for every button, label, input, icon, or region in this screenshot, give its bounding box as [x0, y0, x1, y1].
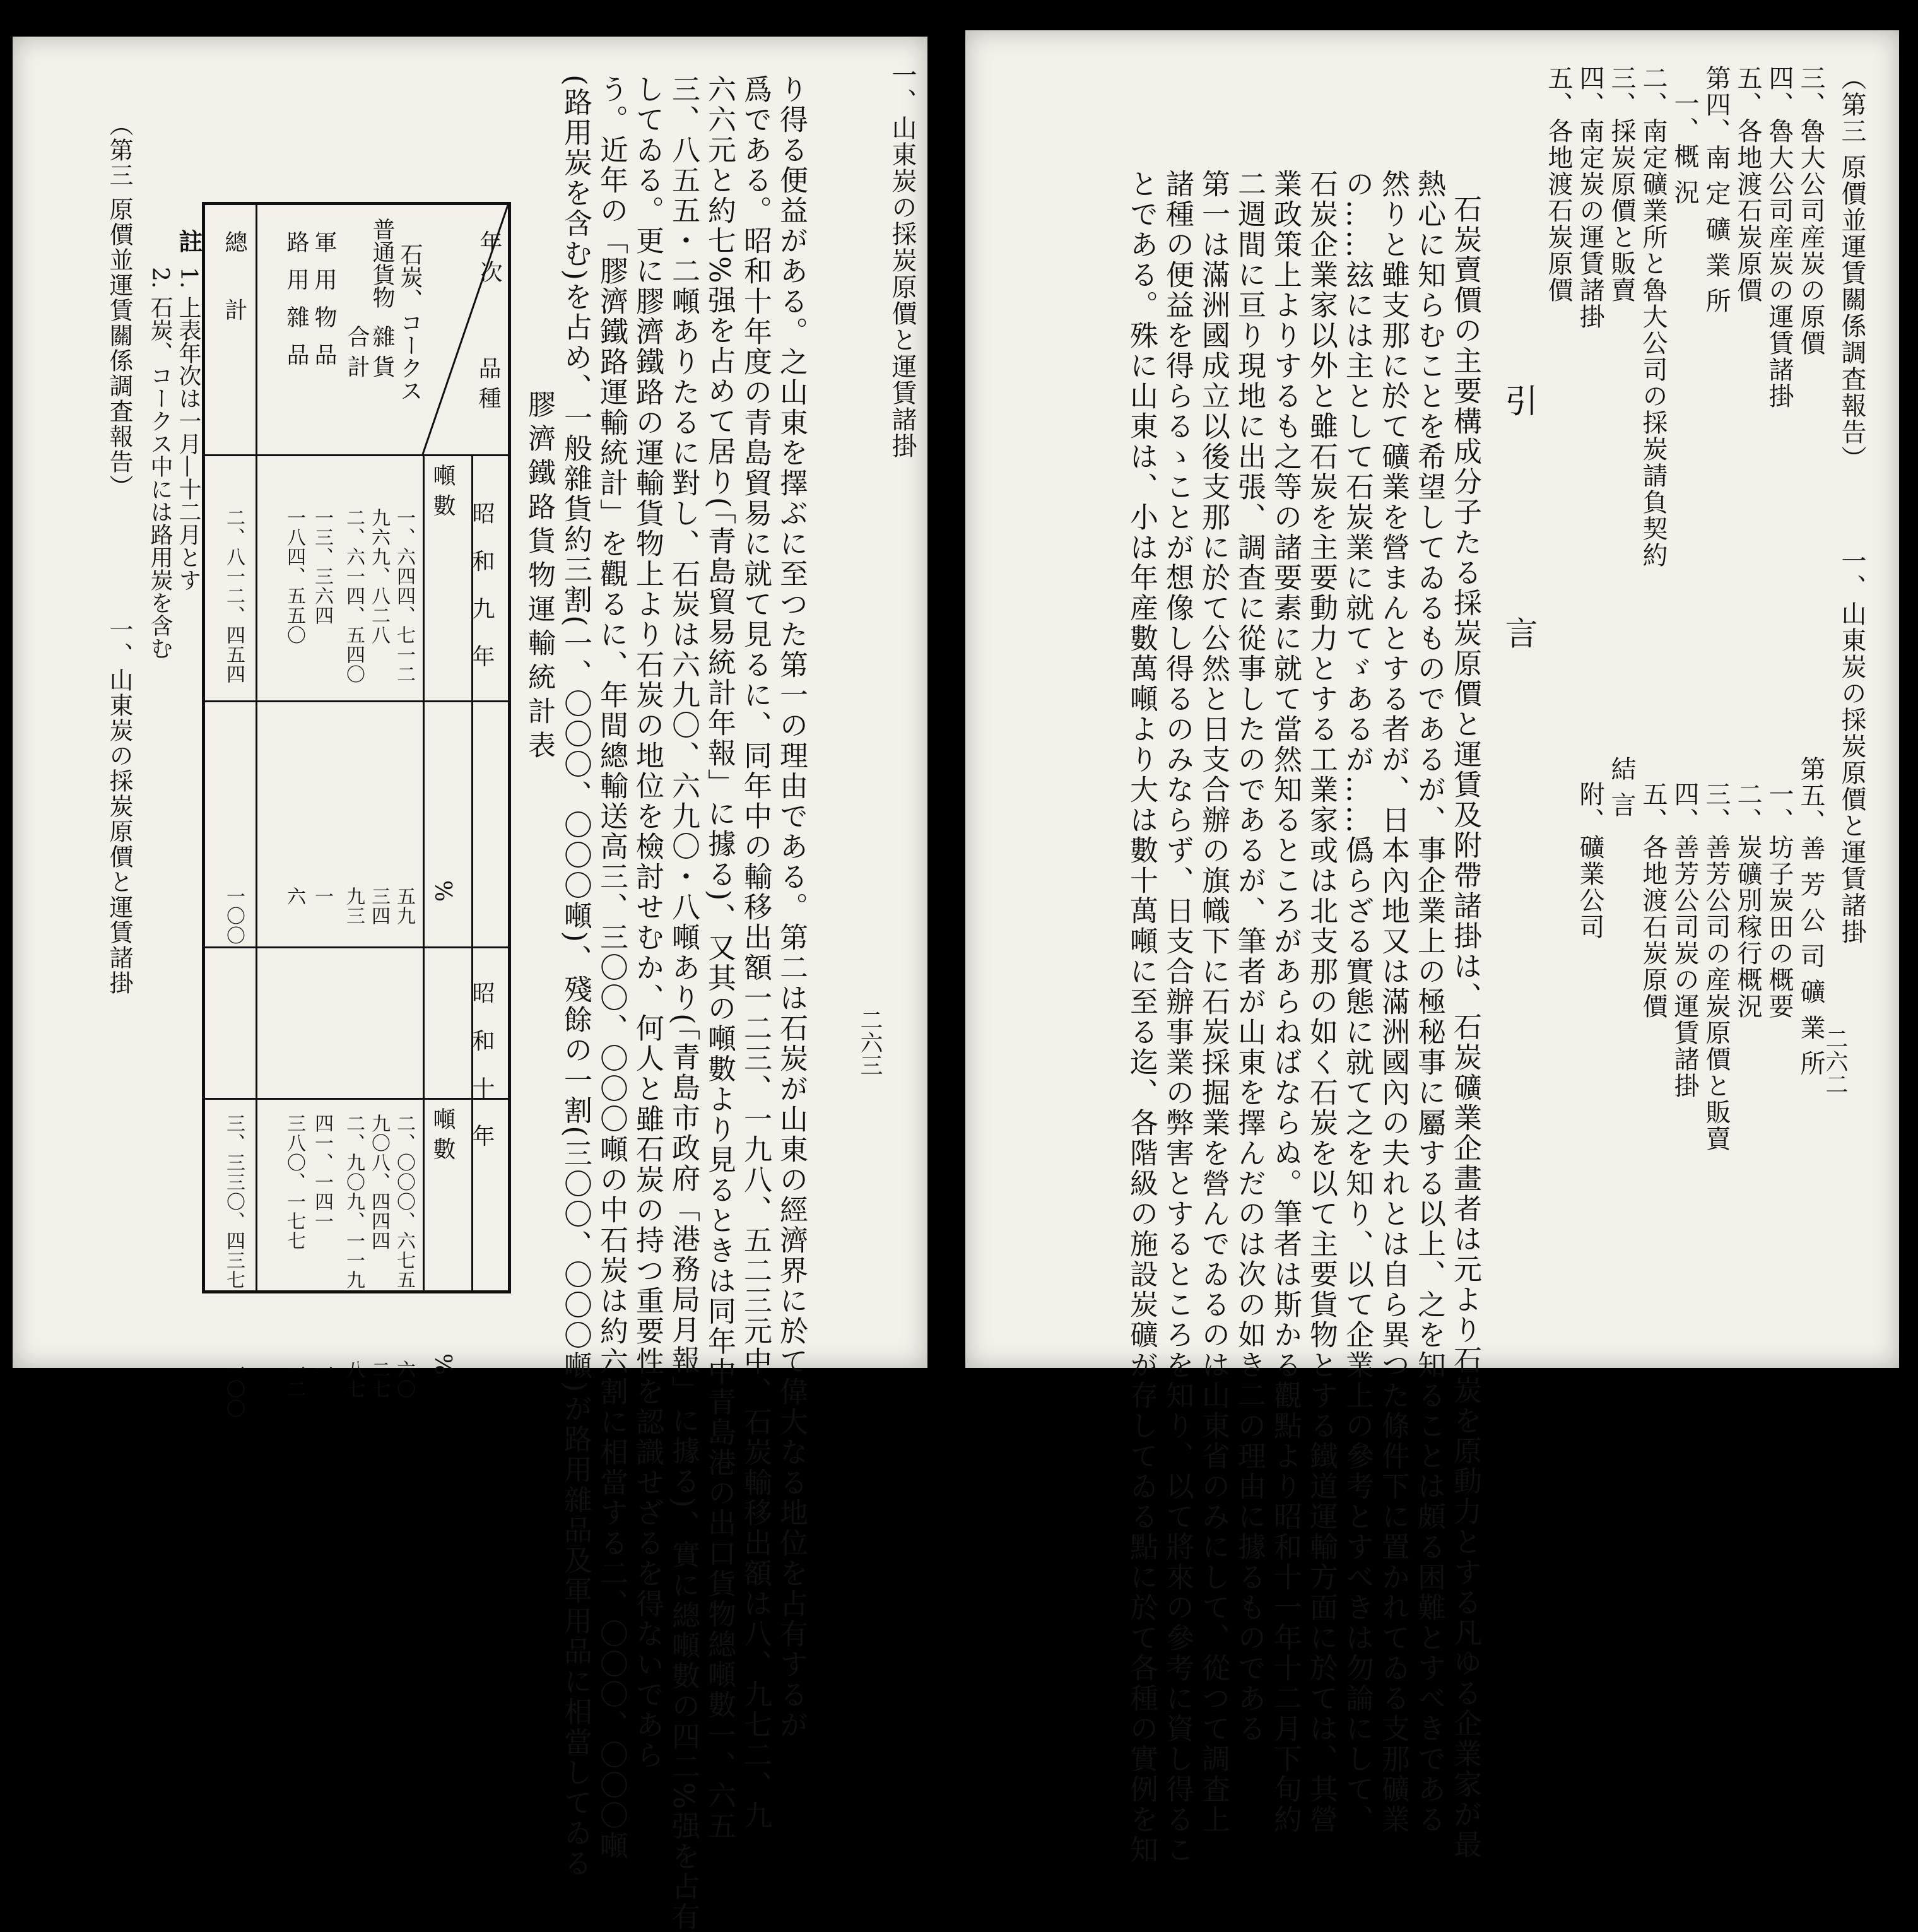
text-line: してゐる。更に膠濟鐵路の運輸貨物上より石炭の地位を檢討せむか、何人と雖石炭の持つ重要性を認識せざるを得ないであら: [631, 74, 664, 1770]
row-label-general: 雜 貨: [369, 325, 395, 378]
general-goods-group: 普通貨物: [369, 218, 395, 309]
note-line: 2. 石炭、コークス中には路用炭を含む: [147, 267, 173, 659]
header-tonnage: 噸 數: [430, 464, 456, 517]
toc-item: 二、炭礦別稼行概況: [1733, 781, 1762, 1020]
header-category: 品 種: [475, 356, 501, 409]
cell-value: 一、六四四、七一二: [393, 508, 415, 684]
running-header-subtitle: 一、山東炭の採炭原價と運賃諸掛: [1837, 548, 1866, 945]
toc-item: 五、各地渡石炭原價: [1639, 781, 1668, 1020]
text-line: り得る便益がある。之山東を擇ぶに至つた第一の理由である。第二は石炭が山東の經濟界に於て偉大なる地位を占有するが: [775, 74, 808, 1740]
text-line: 六六元と約七%强を占めて居り(「青島貿易統計年報」に據る)、又其の噸數より見るときは同年中青島港の出口貨物總噸數一、六五: [703, 74, 736, 1842]
section-title: 引 言: [1499, 384, 1537, 744]
toc-item: 二、南定礦業所と魯大公司の採炭請負契約: [1639, 65, 1668, 568]
cell-value: 三、三三〇、四三七: [223, 1114, 245, 1290]
toc-item: 四、南定炭の運賃諸掛: [1575, 65, 1604, 330]
table-title: 膠濟鐵路貨物運輸統計表: [523, 390, 555, 765]
toc-item: 五、各地渡石炭原價: [1544, 65, 1573, 303]
cell-value: 一三、三六四: [311, 508, 333, 625]
cell-value: 四一、一四一: [311, 1114, 333, 1231]
left-page: [13, 37, 927, 1932]
cell-value: 一八四、五五〇: [283, 508, 305, 645]
header-tonnage: 噸 數: [430, 1107, 456, 1160]
cell-value: 八七: [343, 1360, 365, 1399]
freight-statistics-table: [202, 202, 511, 1418]
text-line: とである。殊に山東は、小は年産數萬噸より大は數十萬噸に至る迄、各階級の施設炭礦が存してゐる點に於て各種の實例を知: [1125, 169, 1158, 1865]
header-percent: %: [430, 880, 456, 902]
toc-item: 三、善芳公司の産炭原價と販賣: [1702, 781, 1731, 1152]
text-line: (路用炭を含む)を占め、一般雜貨約三割(一、〇〇〇、〇〇〇噸)、殘餘の一割(三〇〇、〇〇〇噸)が路用雜品及軍用品に相當してゐる: [559, 74, 592, 1879]
cell-value: 九六九、八二八: [368, 508, 390, 645]
row-label-railway: 路 用 雜 品: [283, 230, 309, 370]
cell-value: 一二: [283, 1360, 305, 1399]
cell-value: 九三: [343, 886, 365, 926]
cell-value: 三八〇、一七七: [283, 1114, 305, 1251]
header-showa-9: 昭 和 九 年: [469, 502, 495, 676]
toc-item: 附、礦業公司: [1575, 781, 1604, 940]
running-header-title: （第三 原價並運賃關係調査報告）: [1837, 65, 1866, 472]
text-line: 諸種の便益を得らるゝことが想像し得るのみならず、日支合辦事業の弊害とするところを知り、以て將來の參考に資し得るこ: [1161, 169, 1194, 1865]
toc-item: 三、魯大公司産炭の原價: [1796, 65, 1825, 356]
toc-item: 四、善芳公司炭の運賃諸掛: [1670, 781, 1699, 1099]
toc-item: 三、採炭原價と販賣: [1607, 65, 1636, 303]
running-header-subtitle: 一、山東炭の採炭原價と運賃諸掛: [888, 62, 917, 459]
row-label-coal-coke: 石炭、コークス: [397, 243, 423, 402]
note-line: 1. 上表年次は一月—十二月とす: [175, 267, 201, 591]
page-number: 二六三: [857, 1008, 883, 1076]
page-number: 二六二: [1822, 1027, 1848, 1095]
toc-item: 五、各地渡石炭原價: [1733, 65, 1762, 303]
header-percent: %: [430, 1353, 456, 1375]
cell-value: 六〇: [393, 1360, 415, 1399]
cell-value: 一: [311, 1360, 333, 1379]
running-footer-subtitle: 一、山東炭の採炭原價と運賃諸掛: [105, 617, 133, 996]
text-line: 業政策上よりするも之等の諸要素に就て當然知るところがあらねばならぬ。筆者は斯かる觀點より昭和十一年十二月下旬約: [1269, 169, 1302, 1835]
text-line: 熱心に知らむことを希望してゐるものであるが、事企業上の極秘事に屬する以上、之を知ることは頗る困難とすべきである: [1413, 169, 1446, 1835]
running-footer-title: （第三 原價並運賃關係調査報告）: [105, 112, 133, 500]
row-label-subtotal: 合 計: [344, 325, 370, 378]
text-line: 第一は滿洲國成立以後支那に於て公然と日支合辦の旗幟下に石炭採掘業を營んでゐるのは山東省のみにして、從つて調査上: [1197, 169, 1230, 1835]
notes-label: 註: [175, 229, 203, 253]
cell-value: 二七: [368, 1360, 390, 1399]
row-label-military: 軍 用 物 品: [311, 230, 337, 370]
header-showa-10: 昭 和 十 年: [469, 981, 495, 1156]
cell-value: 五九: [393, 886, 415, 926]
toc-heading: 第四、南 定 礦 業 所: [1702, 65, 1731, 314]
text-line: 然りと雖支那に於て礦業を營まんとする者が、日本內地又は滿洲國內の夫れとは自ら異つた條件下に置かれてゐる支那礦業: [1377, 169, 1410, 1835]
cell-value: 九〇八、四四四: [368, 1114, 390, 1251]
toc-item: 一、坊子炭田の概要: [1765, 781, 1794, 1020]
text-line: 石炭企業家以外と雖石炭を主要動力とする工業家或は北支那の如く石炭を以て主要貨物とする鐵道運輸方面に於ては、其營: [1305, 169, 1338, 1835]
cell-value: 三四: [368, 886, 390, 926]
toc-item: 結 言: [1607, 756, 1636, 818]
cell-value: 二、〇〇〇、六七五: [393, 1114, 415, 1290]
cell-value: 一: [311, 886, 333, 906]
text-line: 二週間に亘り現地に出張、調査に從事したのであるが、筆者が山東を擇んだのは次の如き二の理由に據るものである: [1233, 169, 1266, 1744]
cell-value: 六: [283, 886, 305, 906]
cell-value: 二、九〇九、一一九: [343, 1114, 365, 1290]
text-line: 爲である。昭和十年度の青島貿易に就て見るに、同年中の輸移出額一二三、一九八、五二三元中、石炭輸移出額は八、九七二、九: [739, 74, 772, 1831]
row-label-total: 總 計: [221, 230, 247, 340]
text-line: 石炭賣價の主要構成分子たる採炭原價と運賃及附帶諸掛は、石炭礦業企畫者は元より石炭を原動力とする凡ゆる企業家が最: [1449, 194, 1482, 1860]
text-line: 三、八五五・二噸ありたるに對し、石炭は六九〇、六九〇・八噸あり(「青島市政府「港務局月報」に據る)、實に總噸數の四二%强を占有: [667, 74, 700, 1932]
right-page: [965, 30, 1899, 1865]
toc-heading: 第五、善 芳 公 司 礦 業 所: [1796, 756, 1825, 1077]
cell-value: 二、八一二、四五四: [223, 508, 245, 684]
cell-value: 二、六一四、五四〇: [343, 508, 365, 684]
header-year: 年 次: [476, 230, 502, 283]
toc-item: 一、概 況: [1670, 90, 1699, 206]
text-line: の……玆には主として石炭業に就てゞあるが……僞らざる實態に就て之を知り、以て企業上の參考とすべきは勿論にして、: [1341, 169, 1374, 1835]
toc-item: 四、魯大公司産炭の運賃諸掛: [1765, 65, 1794, 409]
cell-value: 一〇〇: [223, 886, 245, 945]
cell-value: 一〇〇: [223, 1360, 245, 1418]
text-line: う。近年の「膠濟鐵路運輸統計」を觀るに、年間總輸送高三、三〇〇、〇〇〇噸の中石炭は約六割に相當する二、〇〇〇、〇〇〇噸: [595, 74, 628, 1861]
